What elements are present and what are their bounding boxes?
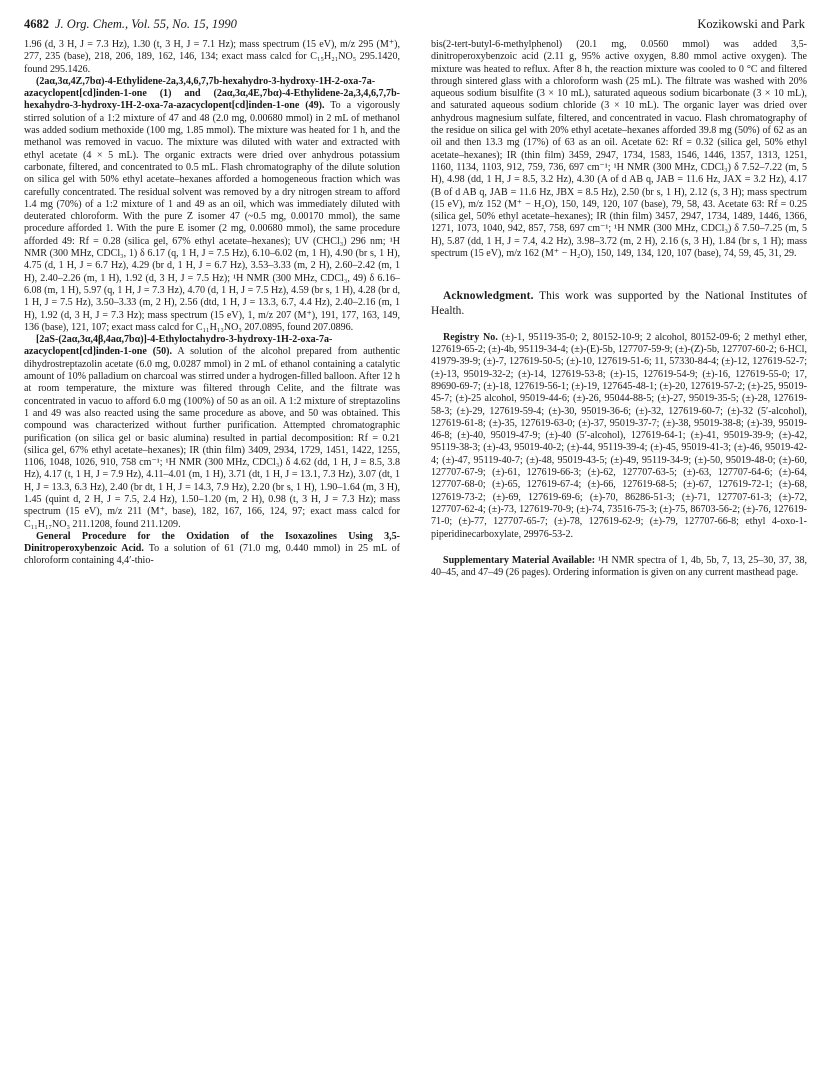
registry-list: (±)-1, 95119-35-0; 2, 80152-10-9; 2 alcohol, 80152-09-6; 2 methyl ether, 127619-65-2; (±)-4b, 95119-34-4; (±)-(E)-5b, 127707-59-9; (±)-(Z)-5b, 127707-60-2; 6-HCl, 41979-39-9; (±)-7, 127619-50-5; (±)-10, 127619-51-6; 11, 57330-84-4; (±)-12, 127619-52-7; (±)-13, 95019-32-2; (±)-14, 127619-53-8; (±)-15, 127619-54-9; (±)-16, 127619-55-0; 17, 89690-69-7; (±)-18, 127619-56-1; (±)-19, 127645-48-1; (±)-20, 127619-57-2; (±)-25, 95019-45-7; (±)-25 alcohol, 95019-44-6; (±)-26, 95044-88-5; (±)-27, 95019-35-5; (±)-28, 127619-58-3; (±)-29, 127619-59-4; (±)-30, 95019-36-6; (±)-32, 127619-60-7; (±)-32 (5′-alcohol), 127619-61-8; (±)-35, 127619-63-0; (±)-37, 95019-37-7; (±)-38, 95019-38-8; (±)-39, 95019-46-8; (±)-40, 95019-47-9; (±)-40 (5′-alcohol), 127619-64-1; (±)-41, 95019-39-9; (±)-42, 95119-38-3; (±)-43, 95019-40-2; (±)-44, 95119-39-4; (±)-45, 95019-41-3; (±)-46, 95019-42-4; (±)-47, 95119-40-7; (±)-48, 95019-43-5; (±)-49, 95119-34-9; (±)-50, 95019-48-0; (±)-60, 127707-67-9; (±)-61, 127619-66-3; (±)-62, 127707-63-5; (±)-63, 127707-64-6; (±)-64, 127707-68-0; (±)-65, 127619-67-4; (±)-66, 127619-68-5; (±)-67, 127619-72-1; (±)-68, 127619-73-2; (±)-69, 127619-69-6; (±)-70, 86286-51-3; (±)-71, 127707-61-3; (±)-72, 127707-62-4; (±)-73, 127619-70-9; (±)-74, 73516-75-3; (±)-75, 86703-56-2; (±)-76, 127619-71-0; (±)-77, 127707-65-7; (±)-78, 127619-62-9; (±)-79, 127707-66-8; ethyl 4-oxo-1-piperidinecarboxylate, 29976-53-2. bbox=[431, 331, 807, 540]
header-authors: Kozikowski and Park bbox=[697, 17, 805, 31]
compound-title-50: [2aS-(2aα,3α,4β,4aα,7bα)]-4-Ethyloctahydro-3-hydroxy-1H-2-oxa-7a-azacyclopent[cd]inden-1-one (50). bbox=[24, 334, 333, 358]
supplementary-material bbox=[431, 555, 807, 580]
paragraph-general-procedure bbox=[24, 531, 400, 568]
supplementary-text: ¹H NMR spectra of 1, 4b, 5b, 7, 13, 25–30, 37, 38, 40–45, and 47–49 (26 pages). Ordering information is given on any current masthead page. bbox=[431, 554, 807, 579]
journal-citation: J. Org. Chem., Vol. 55, No. 15, 1990 bbox=[55, 17, 237, 31]
left-column bbox=[24, 39, 400, 568]
header-left bbox=[24, 16, 237, 32]
paragraph-oxidation-continued: bis(2-tert-butyl-6-methylphenol) (20.1 mg, 0.0560 mmol) was added 3,5-dinitroperoxybenzoic acid (2.11 g, 95% active oxygen, 8.80 mmol active oxygen). The mixture was heated to reflux. After 8 h, the reaction mixture was cooled to 0 °C and filtered through sintered glass with a chloroform wash (25 mL). The filtrate was washed with 20% aqueous sodium bisulfite (3 × 10 mL), saturated aqueous sodium bicarbonate (3 × 10 mL), and saturated aqueous sodium chloride (3 × 10 mL). The organic layer was dried over anhydrous magnesium sulfate, filtered, and concentrated in vacuo. Flash chromatography of the residue on silica gel with 20% ethyl acetate–hexanes afforded 39.8 mg (50%) of 62 as an oil and then 13.3 mg (17%) of 63 as an oil. Acetate 62: Rf = 0.32 (silica gel, 50% ethyl acetate–hexanes); IR (thin film) 3459, 2947, 1734, 1583, 1546, 1446, 1357, 1313, 1251, 1160, 1134, 1103, 912, 759, 736, 697 cm⁻¹; ¹H NMR (300 MHz, CDCl₃) δ 7.52–7.22 (m, 5 H), 4.98 (dd, 1 H, J = 8.5, 3.2 Hz), 4.30 (A of d AB q, JAB = 11.6 Hz, JAX = 3.2 Hz), 4.17 (B of d AB q, JAB = 11.6 Hz, JBX = 8.5 Hz), 2.50 (br s, 1 H), 2.12 (s, 3 H); mass spectrum (15 eV), m/z 152 (M⁺ − H₂O), 150, 149, 120, 107 (base), 79, 58, 43. Acetate 63: Rf = 0.25 (silica gel, 50% ethyl acetate–hexanes); IR (thin film) 3457, 2947, 1734, 1489, 1446, 1366, 1271, 1073, 1040, 942, 857, 758, 697 cm⁻¹; ¹H NMR (300 MHz, CDCl₃) δ 7.50–7.25 (m, 5 H), 5.87 (dd, 1 H, J = 7.4, 4.2 Hz), 3.98–3.72 (m, 2 H), 2.16 (s, 3 H), 1.84 (br s, 1 H); mass spectrum (15 eV), m/z 162 (M⁺ − H₂O), 150, 149, 134, 120, 107 (base), 74, 59, 45, 31, 29. bbox=[431, 39, 807, 260]
compound-title-1-49: (2aα,3α,4Z,7bα)-4-Ethylidene-2a,3,4,6,7,7b-hexahydro-3-hydroxy-1H-2-oxa-7a-azacyclopent[cd]inden-1-one (1) and (2aα,3α,4E,7bα)-4-Ethylidene-2a,3,4,6,7,7b-hexahydro-3-hydroxy-1H-2-oxa-7a-azacyclopent[cd]inden-1-one (49). bbox=[24, 75, 400, 112]
supplementary-heading: Supplementary Material Available: bbox=[443, 554, 596, 566]
acknowledgment bbox=[431, 289, 807, 317]
running-header bbox=[24, 16, 805, 32]
registry-heading: Registry No. bbox=[443, 331, 498, 343]
paragraph-spectral-data-continued: 1.96 (d, 3 H, J = 7.3 Hz), 1.30 (t, 3 H, J = 7.1 Hz); mass spectrum (15 eV), m/z 295 (M⁺), 277, 235 (base), 218, 206, 189, 162, 146, 134; exact mass calcd for C₁₅H₂₁NO₅ 295.1420, found 295.1426. bbox=[24, 39, 400, 75]
paragraph-ethylidene-compounds bbox=[24, 76, 400, 334]
general-procedure-text: To a solution of 61 (71.0 mg, 0.440 mmol) in 25 mL of chloroform containing 4,4′-thio- bbox=[24, 543, 400, 567]
paragraph-ethyloctahydro-compound bbox=[24, 334, 400, 531]
right-column bbox=[431, 39, 807, 579]
acknowledgment-text: This work was supported by the National Institutes of Health. bbox=[431, 290, 807, 317]
procedure-text-50: A solution of the alcohol prepared from authentic dihydrostreptazolin acetate (6.0 mg, 0.0287 mmol) in 2 mL of ethanol containing a catalytic amount of 10% palladium on charcoal was stirred under a hydrogen-filled balloon. After 12 h at room temperature, the mixture was filtered through Celite, and the filtrate was concentrated in vacuo to afford 6.0 mg (100%) of 50 as an oil. A 1:2 mixture of streptazolins 1 and 49 was also reacted using the same procedure as above, and 50 was obtained. This compound was characterized without further purification. Attempted chromatographic purification (on silica gel or basic alumina) resulted in partial decomposition: Rf = 0.21 (silica gel, 67% ethyl acetate–hexanes); IR (thin film) 3409, 2934, 1729, 1451, 1422, 1255, 1106, 1048, 1026, 910, 758 cm⁻¹; ¹H NMR (300 MHz, CDCl₃) δ 4.62 (dd, 1 H, J = 8.5, 3.8 Hz), 4.17 (t, 1 H, J = 7.9 Hz), 4.11–4.01 (m, 1 H), 3.71 (dt, 1 H, J = 13.1, 7.3 Hz), 3.07 (dt, 1 H, J = 13.3, 6.3 Hz), 2.40 (br dt, 1 H, J = 14.3, 7.9 Hz), 2.20 (br s, 1 H), 1.90–1.64 (m, 3 H), 1.45 (quint d, 2 H, J = 7.5, 2.4 Hz), 1.50–1.20 (m, 2 H), 0.98 (t, 3 H, J = 7.3 Hz); mass spectrum (15 eV), m/z 211 (M⁺, base), 182, 167, 166, 124, 97; exact mass calcd for C₁₁H₁₇NO₃ 211.1208, found 211.1209. bbox=[24, 346, 401, 530]
acknowledgment-heading: Acknowledgment. bbox=[443, 290, 534, 303]
registry-numbers bbox=[431, 332, 807, 541]
page-number: 4682 bbox=[24, 17, 49, 31]
general-procedure-title: General Procedure for the Oxidation of the Isoxazolines Using 3,5-Dinitroperoxybenzoic Acid. bbox=[24, 530, 400, 555]
procedure-text-1-49: To a vigorously stirred solution of a 1:2 mixture of 47 and 48 (2.0 mg, 0.00680 mmol) in 2 mL of methanol was added sodium methoxide (100 mg, 1.85 mmol). The mixture was heated for 1 h, and the methanol was removed in vacuo. The mixture was diluted with water and extracted with ethyl acetate (4 × 5 mL). The organic extracts were dried over anhydrous potassium carbonate, filtered, and concentrated to 0.5 mL. Flash chromatography of the dilute solution on silica gel with 50% ethyl acetate–hexanes afforded a homogeneous fraction which was carefully concentrated. The residual solvent was removed by a dry nitrogen stream to afford 1.4 mg (70%) of a 1:2 mixture of 1 and 49 as an oil, which was immediately diluted with deuterated chloroform. With the pure Z isomer 47 (~0.5 mg, 0.00170 mmol), the same procedure afforded 1. With the pure E isomer (2 mg, 0.00680 mmol), the same procedure afforded 49: Rf = 0.28 (silica gel, 67% ethyl acetate–hexanes); UV (CHCl₃) 296 nm; ¹H NMR (300 MHz, CDCl₃, 1) δ 6.17 (q, 1 H, J = 7.5 Hz), 6.10–6.02 (m, 1 H), 4.90 (br s, 1 H), 4.75 (d, 1 H, J = 6.7 Hz), 4.29 (br d, 1 H, J = 6.7 Hz), 3.53–3.33 (m, 2 H), 2.60–2.42 (m, 1 H), 2.40–2.26 (m, 1 H), 1.92 (d, 3 H, J = 7.5 Hz); ¹H NMR (300 MHz, CDCl₃, 49) δ 6.16–6.08 (m, 1 H), 5.97 (q, 1 H, J = 7.3 Hz), 4.70 (d, 1 H, J = 7.5 Hz), 4.59 (br s, 1 H), 4.28 (br d, 1 H, J = 7.5 Hz), 3.50–3.33 (m, 2 H), 2.56 (dtd, 1 H, J = 13.3, 6.7, 4.4 Hz), 2.40–2.16 (m, 1 H), 1.92 (d, 3 H, J = 7.3 Hz); mass spectrum (15 eV), 1, m/z 207 (M⁺), 191, 177, 163, 149, 136 (base), 121, 107; exact mass calcd for C₁₁H₁₃NO₃ 207.0895, found 207.0896. bbox=[24, 100, 400, 333]
